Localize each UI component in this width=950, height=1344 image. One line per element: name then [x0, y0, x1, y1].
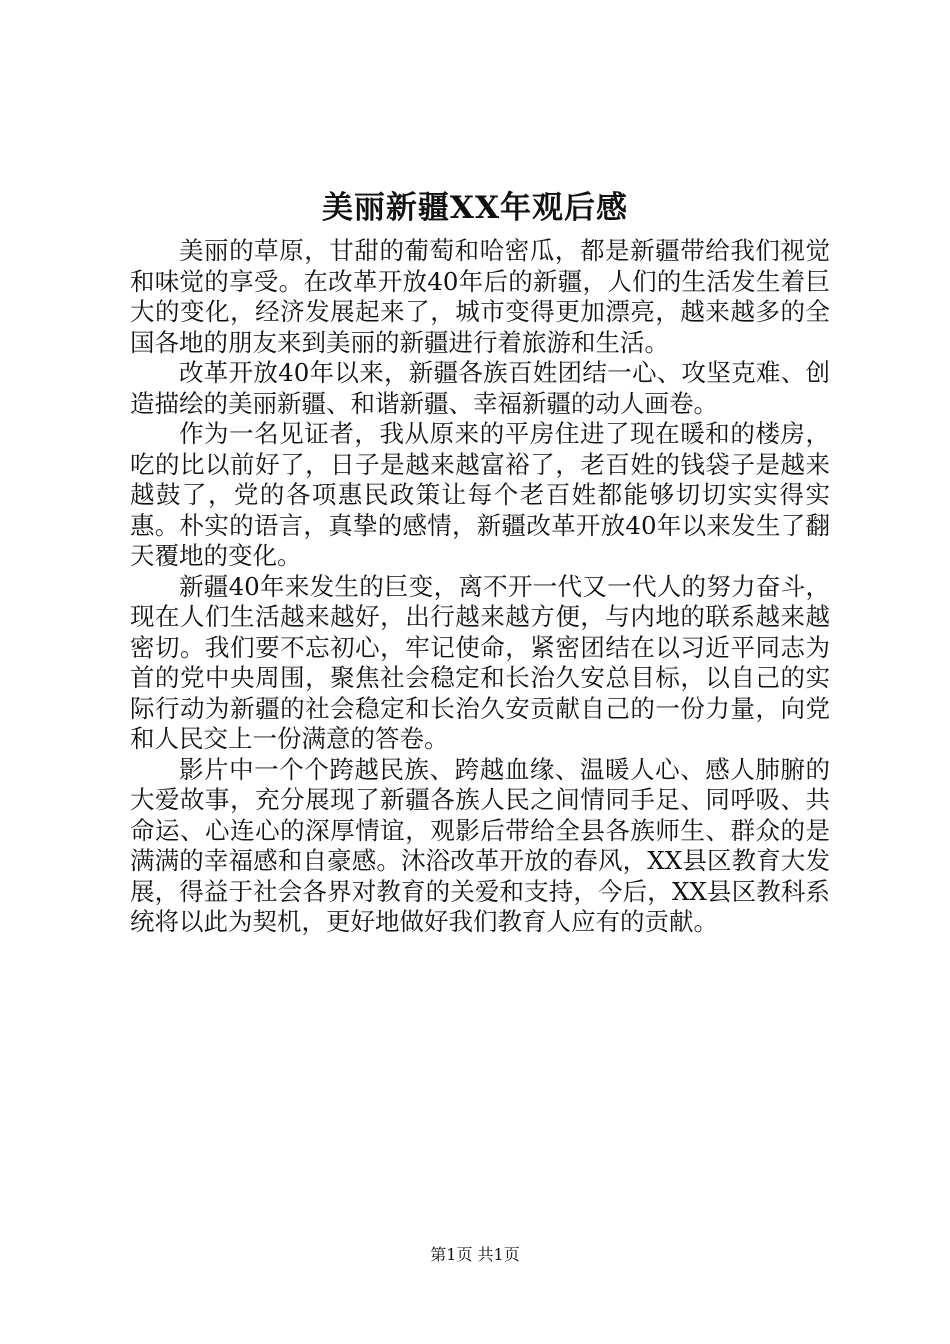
document-title: 美丽新疆XX年观后感 — [321, 190, 629, 226]
paragraph-3: 作为一名见证者，我从原来的平房住进了现在暖和的楼房，吃的比以前好了，日子是越来越富裕了，老百姓的钱袋子是越来越鼓了，党的各项惠民政策让每个老百姓都能够切切实实得实惠。朴实的语言，真挚的感情，新疆改革开放40年以来发生了翻天覆地的变化。 — [130, 419, 830, 570]
paragraph-5: 影片中一个个跨越民族、跨越血缘、温暖人心、感人肺腑的大爱故事，充分展现了新疆各族人民之间情同手足、同呼吸、共命运、心连心的深厚情谊，观影后带给全县各族师生、群众的是满满的幸福感和自豪感。沐浴改革开放的春风，XX县区教育大发展，得益于社会各界对教育的关爱和支持，今后，XX县区教科系统将以此为契机，更好地做好我们教育人应有的贡献。 — [130, 754, 830, 936]
document-body — [130, 236, 830, 938]
page-footer: 第1页 共1页 — [430, 1245, 520, 1264]
paragraph-4: 新疆40年来发生的巨变，离不开一代又一代人的努力奋斗，现在人们生活越来越好，出行越来越方便，与内地的联系越来越密切。我们要不忘初心，牢记使命，紧密团结在以习近平同志为首的党中央周围，聚焦社会稳定和长治久安总目标，以自己的实际行动为新疆的社会稳定和长治久安贡献自己的一份力量，向党和人民交上一份满意的答卷。 — [130, 571, 830, 753]
paragraph-1: 美丽的草原，甘甜的葡萄和哈密瓜，都是新疆带给我们视觉和味觉的享受。在改革开放40年后的新疆，人们的生活发生着巨大的变化，经济发展起来了，城市变得更加漂亮，越来越多的全国各地的朋友来到美丽的新疆进行着旅游和生活。 — [130, 236, 830, 357]
paragraph-2: 改革开放40年以来，新疆各族百姓团结一心、攻坚克难、创造描绘的美丽新疆、和谐新疆、幸福新疆的动人画卷。 — [130, 358, 830, 418]
